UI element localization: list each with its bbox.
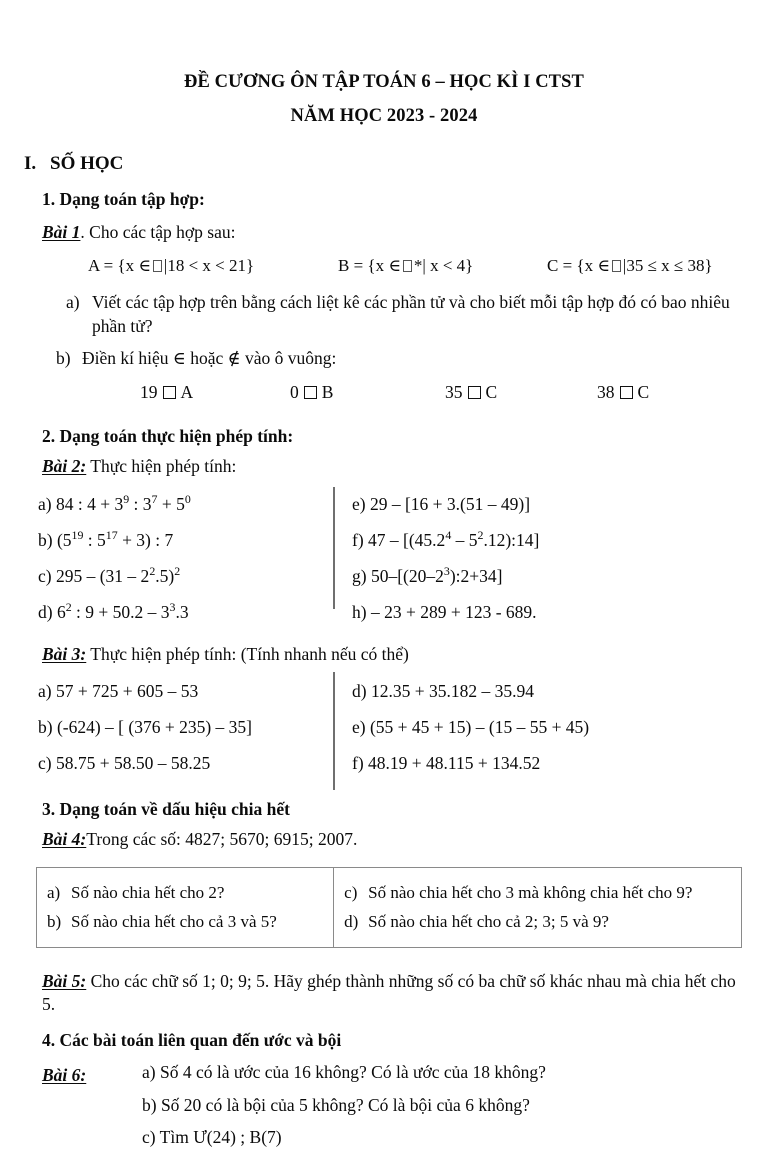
topic-heading-3: 3. Dạng toán về dấu hiệu chia hết xyxy=(42,799,290,820)
empty-square-box-icon[interactable] xyxy=(163,386,176,399)
table-row xyxy=(37,908,333,936)
empty-square-box-icon[interactable] xyxy=(620,386,633,399)
bai-2-prompt xyxy=(0,447,768,478)
topic-heading-2: 2. Dạng toán thực hiện phép tính: xyxy=(42,426,294,447)
fill-box-left-value: 35 xyxy=(445,382,463,403)
bai-3-exercise-columns xyxy=(0,666,768,774)
bai-6-item-b: b) Số 20 có là bội của 5 không? Có là bội của 6 không? xyxy=(142,1094,530,1115)
bai-2-prompt-text: Thực hiện phép tính: xyxy=(86,456,237,477)
set-C-prefix: C = {x ∈ xyxy=(547,256,610,276)
set-A-suffix: |18 < x < 21} xyxy=(163,256,255,276)
bai-3-label: Bài 3: xyxy=(42,643,87,664)
document-title-line-1: ĐỀ CƯƠNG ÔN TẬP TOÁN 6 – HỌC KÌ I CTST xyxy=(184,72,584,92)
empty-square-box-icon[interactable] xyxy=(304,386,317,399)
bai-2-column-divider xyxy=(333,487,335,609)
natural-numbers-symbol-icon xyxy=(612,260,621,272)
set-A-prefix: A = {x ∈ xyxy=(88,256,151,276)
bai-1-prompt xyxy=(0,210,768,244)
bai-6-label: Bài 6: xyxy=(42,1065,87,1086)
bai-4-question-table xyxy=(36,867,742,948)
bai-3-item-b: b) (-624) – [ (376 + 235) – 35] xyxy=(38,716,252,737)
table-row-text: Số nào chia hết cho 2? xyxy=(71,883,225,903)
table-row-text: Số nào chia hết cho cả 2; 3; 5 và 9? xyxy=(368,911,609,931)
table-row xyxy=(334,879,741,907)
bai-3-prompt-text: Thực hiện phép tính: (Tính nhanh nếu có thể) xyxy=(86,643,409,664)
bai-3-item-f: f) 48.19 + 48.115 + 134.52 xyxy=(352,753,541,774)
bai-3-right-column xyxy=(334,682,752,774)
fill-box-right-value: C xyxy=(637,382,650,403)
bai-6-item-a: a) Số 4 có là ước của 16 không? Có là ước của 18 không? xyxy=(142,1062,546,1083)
bai-3-column-divider xyxy=(333,672,335,790)
natural-numbers-symbol-icon xyxy=(403,260,412,272)
bai-2-left-column xyxy=(0,491,334,623)
bai-5-prompt-text: Cho các chữ số 1; 0; 9; 5. Hãy ghép thành những số có ba chữ số khác nhau mà chia hết cho 5. xyxy=(42,971,736,1015)
bai-3-item-c: c) 58.75 + 58.50 – 58.25 xyxy=(38,753,211,774)
fill-box-entry-0-B xyxy=(290,382,333,403)
bai-2-item-e: e) 29 – [16 + 3.(51 – 49)] xyxy=(352,493,531,514)
bai-6-item-c: c) Tìm Ư(24) ; B(7) xyxy=(142,1126,282,1147)
topic-heading-4: 4. Các bài toán liên quan đến ước và bội xyxy=(42,1030,342,1051)
set-B-suffix: *| x < 4} xyxy=(413,256,474,276)
bai-3-item-d: d) 12.35 + 35.182 – 35.94 xyxy=(352,680,534,701)
fill-box-right-value: B xyxy=(321,382,334,403)
section-heading-text: SỐ HỌC xyxy=(50,153,124,174)
table-row-text: Số nào chia hết cho 3 mà không chia hết cho 9? xyxy=(368,883,693,903)
bai-2-item-f: f) $47 - [(45.2^4 - 5^2.12):14]$ xyxy=(352,527,540,550)
bai-1-item-a-marker: a) xyxy=(66,292,80,313)
fill-box-entry-38-C xyxy=(597,382,649,403)
fill-box-entry-35-C xyxy=(445,382,497,403)
set-definition-C xyxy=(547,256,713,276)
bai-2-item-d: d) $6^2$ : $9 + 50.2 - 3^3.3$ xyxy=(38,600,189,623)
empty-square-box-icon[interactable] xyxy=(468,386,481,399)
bai-3-prompt xyxy=(0,623,768,666)
table-row xyxy=(37,879,333,907)
bai-6-block xyxy=(0,1051,768,1147)
natural-numbers-symbol-icon xyxy=(153,260,162,272)
bai-1-label: Bài 1 xyxy=(42,222,81,242)
bai-2-item-a: a) 84 : $4 + 3^9$ : $3^7 + 5^0$ xyxy=(38,491,191,514)
fill-box-left-value: 19 xyxy=(140,382,158,403)
bai-1-item-a xyxy=(0,282,768,338)
bai-4-table-right-cell xyxy=(334,868,741,947)
table-row-marker: c) xyxy=(344,883,358,903)
fill-box-entry-19-A xyxy=(140,382,193,403)
bai-1-fill-in-boxes-row xyxy=(0,370,768,412)
table-row-text: Số nào chia hết cho cả 3 và 5? xyxy=(71,911,277,931)
table-row-marker: b) xyxy=(47,911,62,931)
bai-3-item-a: a) 57 + 725 + 605 – 53 xyxy=(38,680,199,701)
table-row-marker: d) xyxy=(344,911,359,931)
bai-2-item-c: c) $295 - (31 - 2^2.5)^2$ xyxy=(38,564,181,586)
section-heading-so-hoc xyxy=(0,127,768,175)
bai-4-prompt xyxy=(0,820,768,851)
topic-heading-1: 1. Dạng toán tập hợp: xyxy=(42,189,205,209)
bai-2-item-b: b) ($5^{19}$ : $5^{17} + 3$) : 7 xyxy=(38,527,174,550)
bai-3-left-column xyxy=(0,682,334,774)
bai-2-right-column xyxy=(334,495,752,623)
bai-2-label: Bài 2: xyxy=(42,456,87,477)
bai-1-item-b-text: Điền kí hiệu ∈ hoặc ∉ vào ô vuông: xyxy=(82,347,337,368)
bai-4-prompt-text: Trong các số: 4827; 5670; 6915; 2007. xyxy=(86,829,358,850)
set-definition-A xyxy=(88,256,254,276)
bai-2-item-h: h) – 23 + 289 + 123 - 689. xyxy=(352,602,537,623)
set-definition-B xyxy=(338,256,473,276)
set-definitions-row xyxy=(0,244,768,282)
bai-1-item-a-text: Viết các tập hợp trên bằng cách liệt kê các phần tử và cho biết mỗi tập hợp đó có bao nhiêu phần tử? xyxy=(92,292,730,336)
table-row xyxy=(334,908,741,936)
bai-4-label: Bài 4: xyxy=(42,829,87,850)
fill-box-right-value: C xyxy=(485,382,498,403)
bai-1-item-b-marker: b) xyxy=(56,347,71,368)
bai-3-item-e: e) (55 + 45 + 15) – (15 – 55 + 45) xyxy=(352,716,590,737)
bai-5-label: Bài 5: xyxy=(42,971,87,992)
bai-2-item-g: g) $50-[(20-2^3):2+34]$ xyxy=(352,564,503,586)
set-C-suffix: |35 ≤ x ≤ 38} xyxy=(622,256,713,276)
fill-box-left-value: 0 xyxy=(290,382,299,403)
bai-4-table-left-cell xyxy=(37,868,334,947)
bai-1-item-b xyxy=(0,338,768,370)
section-roman-numeral: I. xyxy=(24,153,37,174)
fill-box-left-value: 38 xyxy=(597,382,615,403)
bai-2-exercise-columns xyxy=(0,479,768,623)
set-B-prefix: B = {x ∈ xyxy=(338,256,401,276)
bai-1-prompt-text: . Cho các tập hợp sau: xyxy=(80,222,236,242)
fill-box-right-value: A xyxy=(180,382,194,403)
bai-5-prompt xyxy=(0,948,768,1016)
document-title-line-2: NĂM HỌC 2023 - 2024 xyxy=(290,106,478,126)
table-row-marker: a) xyxy=(47,883,61,903)
